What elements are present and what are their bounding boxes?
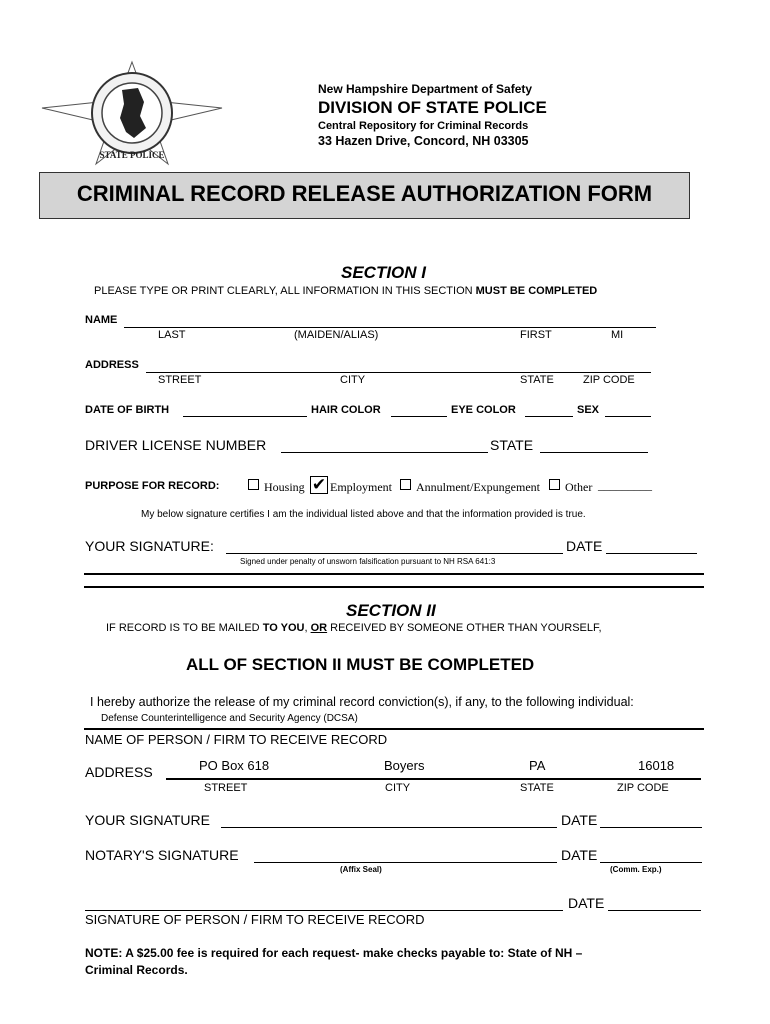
section2-heading: SECTION II — [346, 601, 436, 620]
eye-color-line[interactable] — [525, 416, 573, 417]
section2-signature-label: YOUR SIGNATURE — [85, 812, 210, 828]
name-label: NAME — [85, 314, 118, 326]
dob-label: DATE OF BIRTH — [85, 404, 170, 416]
certification-text: My below signature certifies I am the individual listed above and that the information provided is true. — [141, 509, 586, 520]
form-title-box — [39, 172, 690, 219]
address-state-caption: STATE — [520, 374, 554, 386]
section1-signature-line[interactable] — [226, 553, 563, 554]
section1-instruction — [94, 285, 597, 297]
purpose-other-blank[interactable]: _________ — [598, 478, 652, 492]
header-address: 33 Hazen Drive, Concord, NH 03305 — [318, 134, 529, 148]
sex-label: SEX — [577, 404, 600, 416]
eye-color-label: EYE COLOR — [451, 404, 516, 416]
purpose-employment-label: Employment — [330, 480, 392, 494]
mail-text-to-you: TO YOU — [262, 622, 305, 634]
header-repository: Central Repository for Criminal Records — [318, 120, 529, 132]
recipient-date-label: DATE — [568, 895, 605, 911]
section2-signature-line[interactable] — [221, 827, 557, 828]
purpose-label: PURPOSE FOR RECORD: — [85, 480, 220, 492]
fee-note-line2: Criminal Records. — [85, 963, 188, 977]
purpose-annulment-label: Annulment/Expungement — [416, 480, 540, 494]
mail-text-post: RECEIVED BY SOMEONE OTHER THAN YOURSELF, — [327, 622, 602, 634]
svg-text:STATE POLICE: STATE POLICE — [99, 150, 165, 160]
name-maiden-caption: (MAIDEN/ALIAS) — [294, 329, 379, 341]
section1-signature-label: YOUR SIGNATURE: — [85, 538, 214, 554]
check-mark-icon: ✔ — [311, 475, 327, 494]
recipient-label: NAME OF PERSON / FIRM TO RECEIVE RECORD — [85, 732, 388, 747]
section-divider-bottom — [84, 586, 704, 588]
mail-text-comma: , — [304, 622, 311, 634]
driver-license-line[interactable] — [281, 452, 488, 453]
recipient-name-line — [84, 728, 704, 730]
section2-must-complete: ALL OF SECTION II MUST BE COMPLETED — [186, 655, 535, 674]
section2-state-caption: STATE — [520, 782, 554, 794]
fee-note-line1: NOTE: A $25.00 fee is required for each request- make checks payable to: State of NH – — [85, 946, 583, 960]
state-police-badge-logo — [38, 58, 226, 168]
notary-date-label: DATE — [561, 847, 598, 863]
address-street-caption: STREET — [158, 374, 202, 386]
header-dept: New Hampshire Department of Safety — [318, 82, 533, 96]
mail-text-pre: IF RECORD IS TO BE MAILED — [106, 622, 263, 634]
mail-text-or: OR — [310, 622, 328, 634]
recipient-name-value[interactable]: Defense Counterintelligence and Security Agency (DCSA) — [101, 713, 358, 724]
notary-signature-label: NOTARY'S SIGNATURE — [85, 847, 239, 863]
section2-date-line[interactable] — [600, 827, 702, 828]
recipient-signature-label: SIGNATURE OF PERSON / FIRM TO RECEIVE RECORD — [85, 912, 425, 927]
driver-license-label: DRIVER LICENSE NUMBER — [85, 437, 267, 453]
address-line[interactable] — [146, 372, 651, 373]
recipient-signature-line[interactable] — [85, 910, 563, 911]
section2-city-caption: CITY — [385, 782, 411, 794]
section1-date-line[interactable] — [606, 553, 697, 554]
section2-street-caption: STREET — [204, 782, 248, 794]
section2-address-line — [166, 778, 701, 780]
address-label: ADDRESS — [85, 359, 139, 371]
notary-signature-line[interactable] — [254, 862, 557, 863]
affix-seal-caption: (Affix Seal) — [340, 865, 382, 874]
section1-date-label: DATE — [566, 538, 603, 554]
section-divider-top — [84, 573, 704, 575]
form-title: CRIMINAL RECORD RELEASE AUTHORIZATION FORM — [76, 181, 653, 206]
hair-color-line[interactable] — [391, 416, 447, 417]
authorize-text: I hereby authorize the release of my criminal record conviction(s), if any, to the following individual: — [90, 695, 634, 709]
section1-heading: SECTION I — [341, 263, 427, 282]
purpose-other-label: Other — [565, 480, 593, 494]
name-first-caption: FIRST — [520, 329, 552, 341]
sex-line[interactable] — [605, 416, 651, 417]
section2-zip-caption: ZIP CODE — [617, 782, 669, 794]
name-mi-caption: MI — [611, 329, 624, 341]
header-division: DIVISION OF STATE POLICE — [318, 98, 547, 117]
dob-line[interactable] — [183, 416, 307, 417]
recipient-date-line[interactable] — [608, 910, 701, 911]
address-zip-value[interactable]: 16018 — [638, 758, 675, 773]
notary-date-line[interactable] — [600, 862, 702, 863]
purpose-annulment-checkbox[interactable] — [400, 479, 411, 490]
purpose-other-checkbox[interactable] — [549, 479, 560, 490]
address-street-value[interactable]: PO Box 618 — [199, 758, 270, 773]
section2-address-label: ADDRESS — [85, 764, 153, 780]
comm-exp-caption: (Comm. Exp.) — [610, 865, 662, 874]
purpose-housing-label: Housing — [264, 480, 305, 494]
purpose-housing-checkbox[interactable] — [248, 479, 259, 490]
address-zip-caption: ZIP CODE — [583, 374, 635, 386]
hair-color-label: HAIR COLOR — [311, 404, 381, 416]
section2-mail-instruction — [106, 622, 602, 634]
driver-license-state-label: STATE — [490, 437, 534, 453]
section2-date-label: DATE — [561, 812, 598, 828]
address-city-caption: CITY — [340, 374, 366, 386]
address-state-value[interactable]: PA — [529, 758, 546, 773]
name-last-caption: LAST — [158, 329, 186, 341]
section1-instruction-text: PLEASE TYPE OR PRINT CLEARLY, ALL INFORMATION IN THIS SECTION — [94, 285, 476, 297]
section1-instruction-bold: MUST BE COMPLETED — [475, 285, 598, 297]
driver-license-state-line[interactable] — [540, 452, 648, 453]
penalty-text: Signed under penalty of unsworn falsification pursuant to NH RSA 641:3 — [240, 557, 496, 566]
name-line[interactable] — [124, 327, 656, 328]
purpose-employment-checkbox[interactable] — [310, 476, 328, 494]
address-city-value[interactable]: Boyers — [384, 758, 425, 773]
